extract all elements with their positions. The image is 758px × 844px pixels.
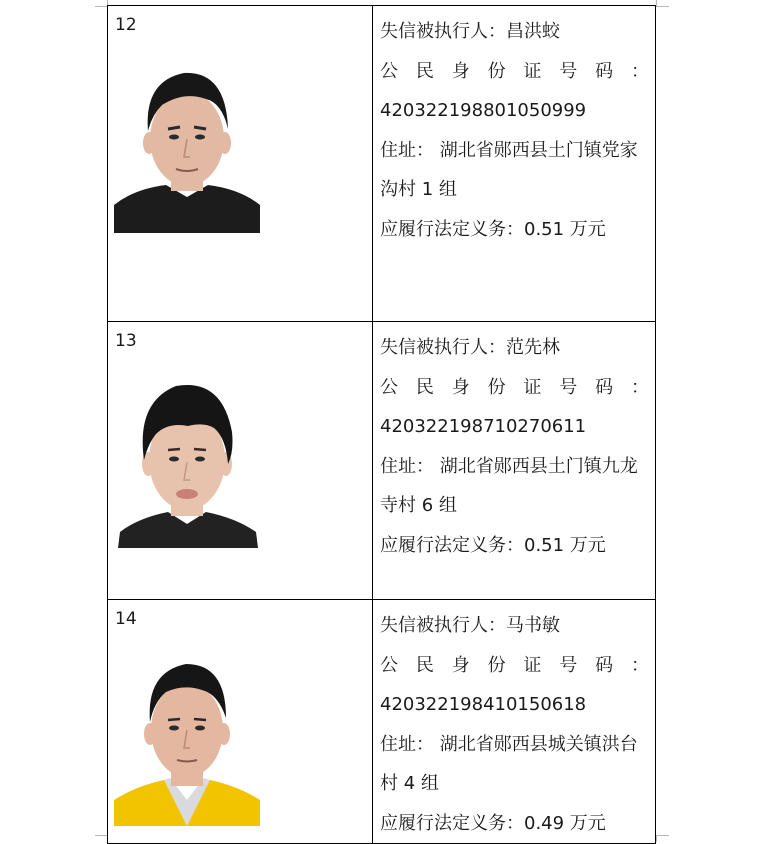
defaulter-name: 失信被执行人：范先林 [380, 337, 560, 358]
address: 住址： 湖北省郧西县城关镇洪台村 4 组 [380, 733, 638, 794]
legal-obligation: 应履行法定义务：0.51 万元 [380, 218, 606, 240]
record-row [108, 322, 656, 600]
photo-cell [108, 322, 373, 600]
address: 住址： 湖北省郧西县土门镇九龙寺村 6 组 [380, 455, 638, 516]
record-number: 14 [115, 609, 137, 629]
crop-mark-top-right [656, 0, 669, 7]
legal-obligation: 应履行法定义务：0.51 万元 [380, 534, 606, 556]
id-number-label: 公民身份证号码： [380, 60, 649, 82]
record-row [108, 600, 656, 844]
record-row [108, 6, 656, 322]
id-number-label: 公民身份证号码： [380, 654, 649, 676]
record-number: 12 [115, 15, 137, 35]
address: 住址： 湖北省郧西县土门镇党家沟村 1 组 [380, 139, 638, 200]
defaulter-record-table [107, 5, 656, 844]
id-number: 420322198710270611 [380, 416, 587, 437]
photo-cell [108, 6, 373, 322]
defaulter-name: 失信被执行人：昌洪蛟 [380, 21, 560, 42]
info-cell [373, 600, 656, 844]
info-cell [373, 322, 656, 600]
defaulter-name: 失信被执行人：马书敏 [380, 615, 560, 636]
id-number-label: 公民身份证号码： [380, 376, 649, 398]
id-number: 420322198410150618 [380, 694, 587, 715]
info-cell [373, 6, 656, 322]
legal-obligation: 应履行法定义务：0.49 万元 [380, 812, 606, 834]
photo-cell [108, 600, 373, 844]
person-photo [114, 372, 260, 548]
id-number: 420322198801050999 [380, 100, 587, 121]
record-number: 13 [115, 331, 137, 351]
person-photo [114, 650, 260, 826]
person-photo [114, 57, 260, 233]
